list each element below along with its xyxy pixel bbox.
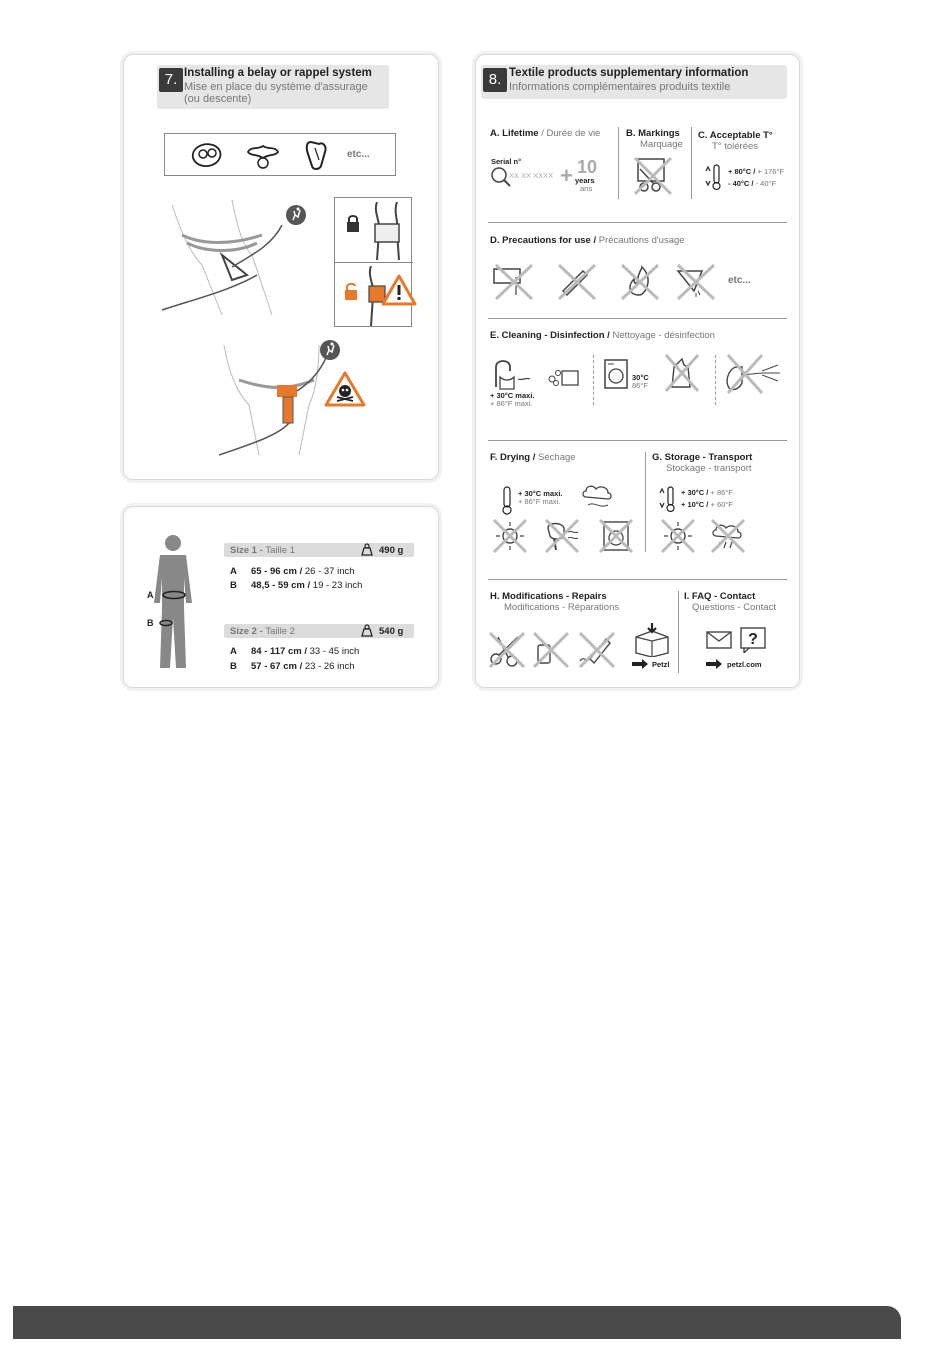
no-hairdryer-icon: [542, 518, 582, 554]
modifications-title-fr: Modifications - Réparations: [504, 602, 620, 613]
arrow-right-icon: [632, 659, 648, 669]
lock-check-box: [334, 197, 412, 327]
section-7-number: 7.: [159, 68, 183, 92]
no-scissors-icon: [486, 631, 528, 669]
divider: [488, 440, 787, 441]
serial-label: Serial n°: [491, 157, 522, 166]
storage-title-fr: Stockage - transport: [666, 463, 752, 474]
storage-thermometer-icon: [658, 485, 678, 513]
weight-icon: [360, 543, 374, 556]
section-7-subtitle-1: Mise en place du système d'assurage: [184, 81, 368, 93]
no-chemicals-icon: [672, 261, 718, 301]
storage-hot: + 30°C / + 86°F: [681, 488, 733, 497]
section-7-title: Installing a belay or rappel system: [184, 67, 372, 79]
return-petzl: Petzl: [652, 660, 670, 669]
size-2-weight: 540 g: [379, 626, 404, 637]
devices-etc: etc...: [347, 149, 370, 160]
markings-title-fr: Marquage: [640, 139, 683, 150]
hand-wash-icon: [490, 357, 536, 391]
lifetime-years: years: [575, 176, 595, 185]
section-7-panel: [123, 54, 439, 480]
precautions-etc: etc...: [728, 275, 751, 286]
sizes-panel: [123, 506, 439, 688]
no-marker-icon: [576, 631, 618, 669]
section-8-panel: [475, 54, 800, 688]
climber-icon: [286, 205, 306, 225]
no-fire-icon: [616, 261, 662, 301]
warning-icon: [381, 274, 417, 306]
no-tumble-dry-icon: [596, 518, 636, 554]
drying-temp-f: + 86°F maxi.: [518, 497, 561, 506]
body-label-a: A: [147, 590, 154, 600]
faq-title-fr: Questions - Contact: [692, 602, 776, 613]
no-sun-storage-icon: [658, 518, 698, 554]
size-1-label: Size 1 - Taille 1: [230, 545, 295, 556]
soap-icon: [546, 365, 582, 389]
lifetime-plus: +: [560, 163, 573, 188]
body-label-b: B: [147, 618, 154, 628]
cleaning-temp: + 30°C maxi.: [490, 391, 535, 400]
question-icon: [740, 627, 766, 653]
size-1-row-a-key: A: [230, 566, 237, 577]
body-silhouette-icon: [144, 533, 202, 673]
size-2-row-a: 84 - 117 cm / 33 - 45 inch: [251, 646, 360, 657]
no-pressure-washer-icon: [722, 353, 786, 395]
drying-temp: + 30°C maxi.: [518, 489, 563, 498]
faq-title: I. FAQ - Contact: [684, 591, 756, 602]
svg-text:?: ?: [748, 631, 758, 648]
divider: [678, 591, 679, 673]
no-knife-icon: [553, 261, 599, 301]
machine-temp-f: 86°F: [632, 381, 648, 390]
weight-icon-2: [360, 624, 374, 637]
section-7-subtitle-2: (ou descente): [184, 93, 252, 105]
lifetime-years-fr: ans: [580, 184, 593, 193]
cleaning-temp-f: + 86°F maxi.: [490, 399, 533, 408]
no-cut-label-icon: [632, 155, 674, 197]
drying-thermometer-icon: [500, 485, 514, 515]
size-1-weight: 490 g: [379, 545, 404, 556]
size-1-row-b-key: B: [230, 580, 237, 591]
unlock-icon: [343, 282, 361, 300]
no-sun-drying-icon: [490, 518, 530, 554]
leg-measure-icon: [158, 619, 174, 627]
waist-measure-icon: [161, 590, 187, 600]
serial-value: XX XX XXXX: [509, 171, 554, 180]
divider: [691, 127, 692, 199]
size-2-row-a-key: A: [230, 646, 237, 657]
footer-bar: [13, 1306, 901, 1339]
size-1-row-a: 65 - 96 cm / 26 - 37 inch: [251, 566, 355, 577]
temperature-hot: + 80°C / + 176°F: [728, 167, 785, 176]
arrow-right-icon-2: [706, 659, 722, 669]
divider: [715, 355, 716, 405]
climber-icon-2: [320, 340, 340, 360]
section-8-number: 8.: [483, 68, 507, 92]
cleaning-title: E. Cleaning - Disinfection / Nettoyage - désinfection: [490, 330, 715, 341]
storage-cold: + 10°C / + 60°F: [681, 500, 733, 509]
temperature-title-fr: T° tolérées: [712, 141, 759, 152]
no-sharp-edge-icon: [490, 261, 536, 301]
markings-title: B. Markings: [626, 128, 680, 139]
precautions-title: D. Precautions for use / Précautions d'usage: [490, 235, 685, 246]
lock-icon: [345, 214, 361, 232]
divider: [488, 222, 787, 223]
belay-device-icon: [189, 140, 225, 170]
faq-website: petzl.com: [727, 660, 762, 669]
section-8-subtitle: Informations complémentaires produits textile: [509, 81, 731, 93]
lifetime-years-number: 10: [577, 157, 598, 177]
no-sewing-icon: [530, 631, 572, 669]
divider: [488, 579, 787, 580]
thermometer-icon: [704, 163, 724, 191]
descender-icon: [245, 140, 281, 170]
devices-box: [164, 133, 396, 176]
carabiner-icon: [303, 138, 329, 172]
machine-temp-c: 30°C: [632, 373, 649, 382]
carabiner-locked-illustration: [367, 202, 407, 260]
divider: [645, 452, 646, 552]
size-2-row-b: 57 - 67 cm / 23 - 26 inch: [251, 661, 355, 672]
size-2-row-b-key: B: [230, 661, 237, 672]
no-rain-icon: [708, 518, 748, 554]
mail-icon: [706, 631, 732, 649]
storage-title: G. Storage - Transport: [652, 452, 753, 463]
size-1-row-b: 48,5 - 59 cm / 19 - 23 inch: [251, 580, 363, 591]
divider: [488, 318, 787, 319]
return-box-icon: [632, 623, 672, 657]
temperature-title: C. Acceptable T°: [698, 130, 773, 141]
section-8-title: Textile products supplementary information: [509, 67, 749, 79]
drying-title: F. Drying / Séchage: [490, 452, 576, 463]
size-2-label: Size 2 - Taille 2: [230, 626, 295, 637]
divider: [593, 355, 594, 405]
divider: [618, 127, 619, 199]
skull-warning-icon: [324, 371, 366, 407]
no-bleach-icon: [662, 353, 702, 393]
modifications-title: H. Modifications - Repairs: [490, 591, 607, 602]
air-dry-icon: [580, 483, 614, 511]
temperature-cold: - 40°C / - 40°F: [728, 179, 777, 188]
lifetime-title: A. Lifetime / Durée de vie: [490, 128, 601, 139]
washing-machine-icon: [604, 359, 628, 389]
